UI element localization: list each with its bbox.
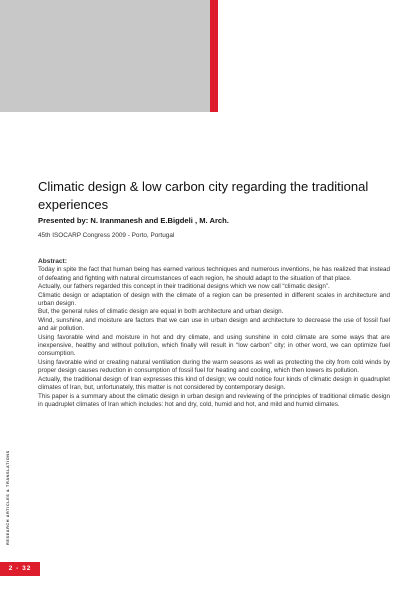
abstract-section bbox=[38, 258, 390, 409]
abstract-paragraph: Using favorable wind or creating natural ventilation during the warm seasons as well as protecting the city from cold winds by proper design causes reduction in consumption of fossil fuel for heating and cooling, which then lowers its pollution. bbox=[38, 358, 390, 375]
abstract-heading: Abstract: bbox=[38, 258, 67, 265]
header-gray-block bbox=[0, 0, 210, 112]
abstract-paragraph: Using favorable wind and moisture in hot and dry climate, and using sunshine in cold climate are some ways that are inexpensive, healthy and without pollution, which finally will result in “low carbon” city; in other word, we can optimize fuel consumption. bbox=[38, 333, 390, 358]
abstract-paragraph: This paper is a summary about the climatic design in urban design and reviewing of the principles of traditional climatic design in quadruplet climates of Iran which includes: hot and dry, cold, humid and hot, and mild and humid climates. bbox=[38, 392, 390, 408]
abstract-paragraph: Actually, the traditional design of Iran expresses this kind of design; we could notice four kinds of climatic design in quadruplet climates of Iran, but, unfortunately, this matter is not considered by contemporary design. bbox=[38, 375, 390, 392]
abstract-paragraph: Wind, sunshine, and moisture are factors that we can use in urban design and architecture to decrease the use of fossil fuel and air pollution. bbox=[38, 316, 390, 333]
abstract-paragraph: But, the general rules of climatic design are equal in both architecture and urban design. bbox=[38, 308, 284, 316]
section-side-label: RESEARCH ARTICLES & TRANSLATIONS bbox=[6, 450, 10, 545]
page-number-badge: 2 - 32 bbox=[0, 562, 40, 576]
abstract-paragraph: Today in spite the fact that human being has earned various techniques and numerous inventions, he has realized that instead of defeating and fighting with natural circumstances of each region, he should adapt to the situation of that place. bbox=[38, 266, 390, 282]
header-white-block bbox=[218, 0, 420, 112]
presenters-line: Presented by: N. Iranmanesh and E.Bigdeli , M. Arch. bbox=[38, 216, 229, 225]
abstract-paragraph: Actually, our fathers regarded this concept in their traditional designs which we now call “climatic design”. bbox=[38, 283, 330, 291]
congress-line: 45th ISOCARP Congress 2009 - Porto, Portugal bbox=[38, 232, 175, 239]
article-title: Climatic design & low carbon city regarding the traditional experiences bbox=[38, 179, 369, 212]
abstract-paragraph: Climatic design or adaptation of design with the climate of a region can be presented in different scales in architecture and urban design. bbox=[38, 291, 390, 308]
